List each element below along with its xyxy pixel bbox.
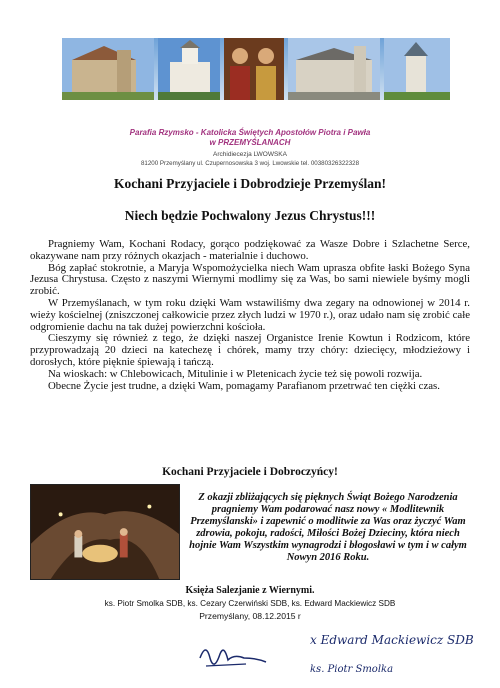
letter-greeting: Kochani Przyjaciele i Dobrodzieje Przemyślan! bbox=[114, 176, 386, 191]
letter-salutation: Niech będzie Pochwalony Jezus Chrystus!!! bbox=[124, 208, 376, 223]
handwritten-signatures bbox=[170, 622, 490, 684]
signatures-image bbox=[170, 622, 490, 684]
paragraph: Pragniemy Wam, Kochani Rodacy, gorąco podziękować za Wasze Dobre i Szlachetne Serce, okazywane nam przy różnych okazjach - materialnie i duchowo. bbox=[30, 238, 470, 262]
nativity-scene-image bbox=[31, 485, 179, 579]
paragraph: Cieszymy się również z tego, że dzięki naszej Organistce Irenie Kowtun i Rodzicom, które przyprowadzają 20 dzieci na katechezę i chórek, mamy trzy chóry: dziecięcy, młodzieżowy i dorosłych, które pięknie śpiewają i tańczą. bbox=[30, 332, 470, 368]
photo-church-3 bbox=[288, 38, 380, 100]
paragraph: Obecne Życie jest trudne, a dzięki Wam, pomagamy Parafianom przetrwać ten ciężki czas. bbox=[48, 379, 440, 392]
parish-header bbox=[0, 128, 500, 168]
archdiocese: Archidiecezja LWOWSKA bbox=[213, 151, 287, 158]
paragraph: Na wioskach: w Chlebowicach, Mitulinie i w Pletenicach życie też się powoli rozwija. bbox=[48, 367, 423, 380]
photo-church-1 bbox=[62, 38, 154, 100]
paragraph: Bóg zapłać stokrotnie, a Maryja Wspomożycielka niech Wam uprasza obfite łaski Bożego Syna Jezusa Chrystusa. Często z naszymi Wiernymi modlimy się za Was, bo sami niewiele byśmy mogli zrobić. bbox=[30, 261, 470, 298]
nativity-photo bbox=[30, 484, 180, 580]
parish-name: Parafia Rzymsko - Katolicka Świętych Apostołów Piotra i Pawła bbox=[129, 128, 371, 137]
letter-body bbox=[30, 239, 470, 392]
parish-address: 81200 Przemyślany ul. Czupernosowska 3 woj. Lwowskie tel. 00380326322328 bbox=[140, 160, 360, 167]
church-photos-banner bbox=[62, 38, 450, 100]
second-greeting: Kochani Przyjaciele i Dobroczyńcy! bbox=[162, 466, 338, 478]
header-banner bbox=[62, 38, 450, 100]
photo-church-2 bbox=[158, 38, 220, 100]
handwritten-signature-2: ks. Piotr Smolka bbox=[310, 664, 394, 675]
photo-church-tower bbox=[384, 38, 450, 100]
signature-names: ks. Piotr Smolka SDB, ks. Cezary Czerwiński SDB, ks. Edward Mackiewicz SDB bbox=[104, 599, 396, 608]
signature-heading: Księża Salezjanie z Wiernymi. bbox=[185, 585, 315, 596]
handwritten-signature-1: x Edward Mackiewicz SDB bbox=[310, 633, 474, 647]
christmas-wishes: Z okazji zbliżających się pięknych Świąt Bożego Narodzenia pragniemy Wam podarować nasz nowy « Modlitewnik Przemyślanski» i zapewnić o modlitwie za Was oraz życzyć Wam zdrowia, pokoju, radości, Miłości Bożej Dzieciny, która niech hojnie Wam Wszystkim wynagrodzi i błogosławi w tym i w całym Nowyn 2016 Roku. bbox=[189, 492, 467, 563]
photo-apostles-icon bbox=[224, 38, 284, 100]
paragraph: W Przemyślanach, w tym roku dzięki Wam wstawiliśmy dwa zegary na odnowionej w 2014 r. wieży kościelnej (zniszczonej całkowicie przez złych ludzi w 1970 r.), oraz udało nam się zrobić całe odgromienie dachu na tak dużej powierzchni kościoła. bbox=[30, 296, 470, 333]
parish-town: w PRZEMYŚLANACH bbox=[209, 138, 291, 147]
place-date: Przemyślany, 08.12.2015 r bbox=[199, 611, 301, 621]
